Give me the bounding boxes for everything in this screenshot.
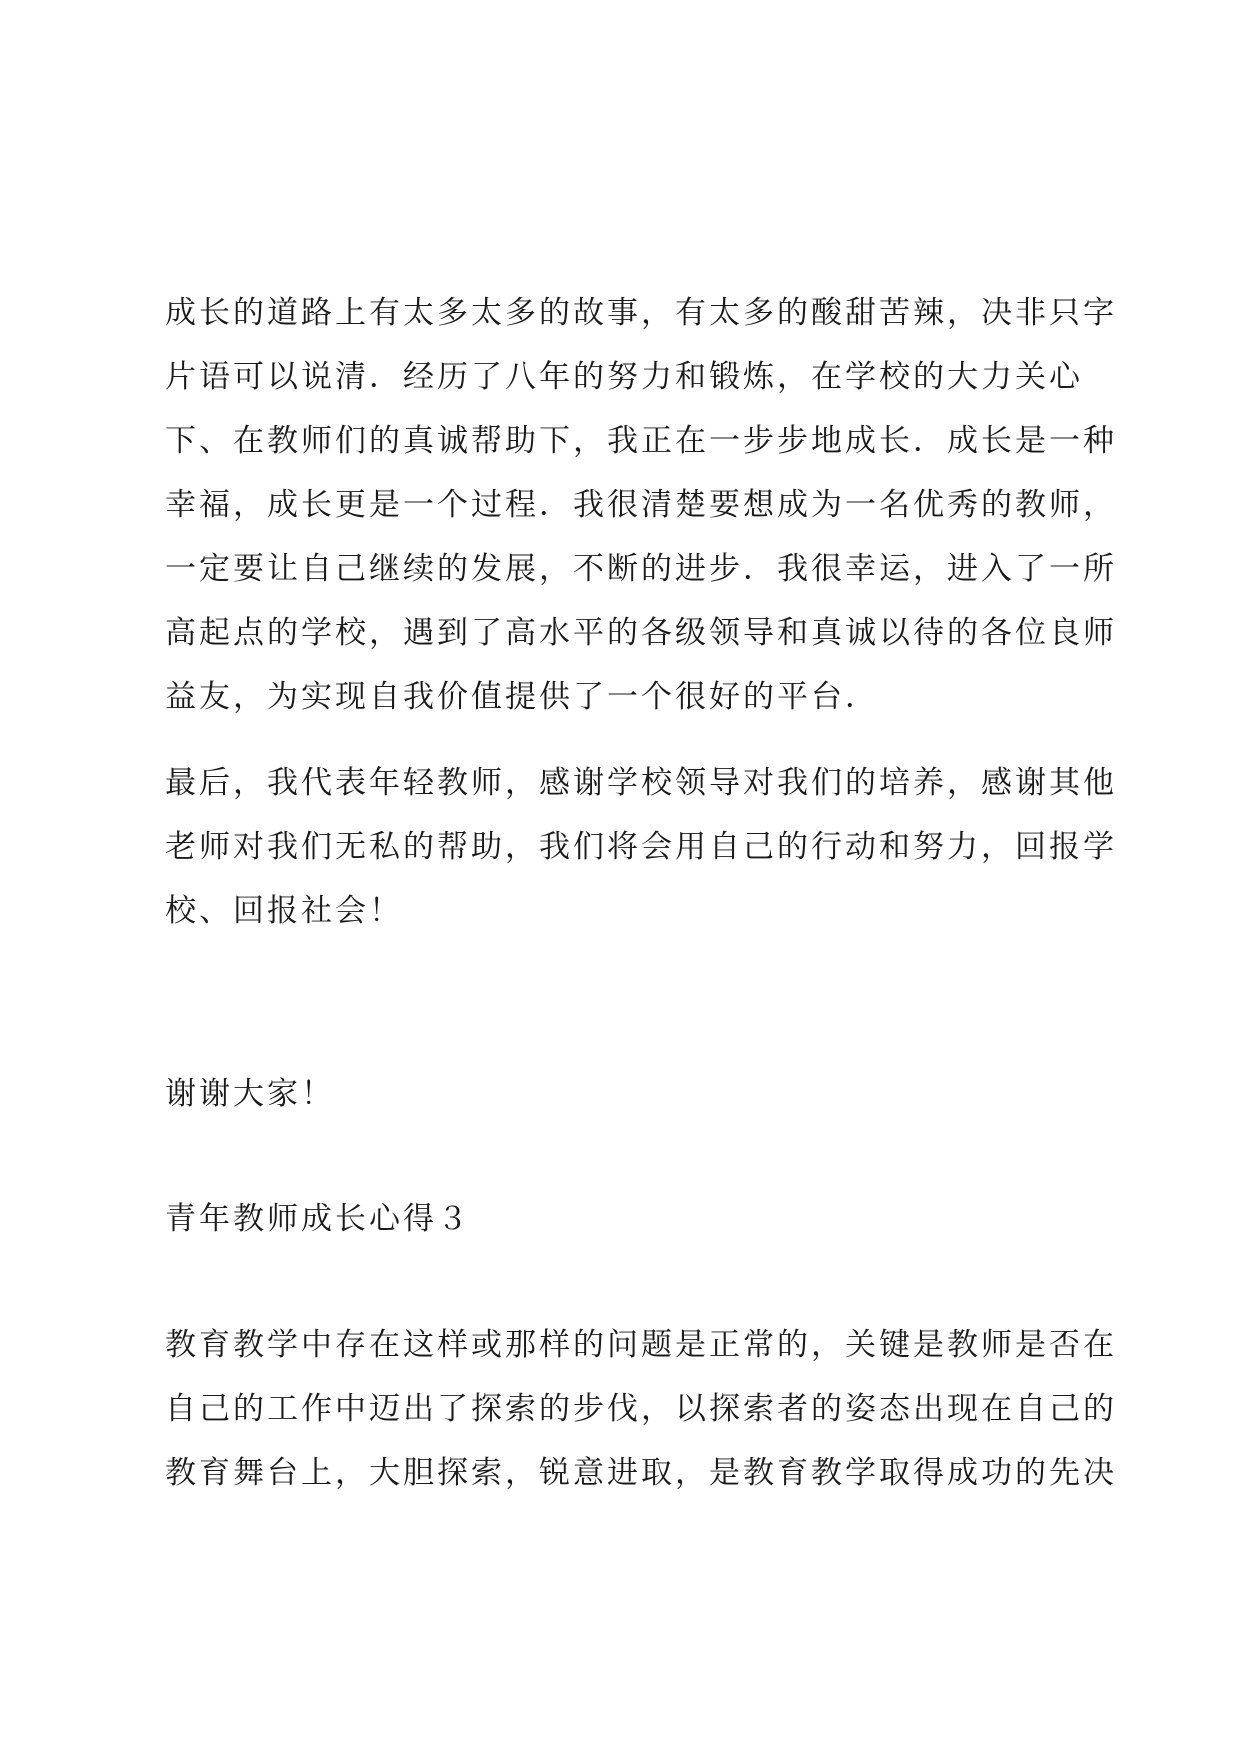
text-line: 益友，为实现自我价值提供了一个很好的平台． (165, 679, 879, 715)
text-line: 自己的工作中迈出了探索的步伐，以探索者的姿态出现在自己的 (165, 1391, 1117, 1427)
text-line: 下、在教师们的真诚帮助下，我正在一步步地成长．成长是一种 (165, 423, 1117, 459)
text-line: 一定要让自己继续的发展，不断的进步．我很幸运，进入了一所 (165, 551, 1117, 587)
text-line: 片语可以说清．经历了八年的努力和锻炼，在学校的大力关心 (165, 359, 1083, 395)
text-line: 最后，我代表年轻教师，感谢学校领导对我们的培养，感谢其他 (165, 765, 1117, 801)
text-line: 老师对我们无私的帮助，我们将会用自己的行动和努力，回报学 (165, 829, 1117, 865)
text-line: 教育教学中存在这样或那样的问题是正常的，关键是教师是否在 (165, 1327, 1117, 1363)
text-line: 成长的道路上有太多太多的故事，有太多的酸甜苦辣，决非只字 (165, 295, 1117, 331)
text-line: 高起点的学校，遇到了高水平的各级领导和真诚以待的各位良师 (165, 615, 1117, 651)
text-line: 教育舞台上，大胆探索，锐意进取，是教育教学取得成功的先决 (165, 1455, 1117, 1491)
text-line: 幸福，成长更是一个过程．我很清楚要想成为一名优秀的教师， (165, 487, 1117, 523)
text-line: 谢谢大家！ (165, 1076, 335, 1112)
heading-text: 青年教师成长心得３ (165, 1201, 471, 1237)
text-line: 校、回报社会！ (165, 893, 403, 929)
